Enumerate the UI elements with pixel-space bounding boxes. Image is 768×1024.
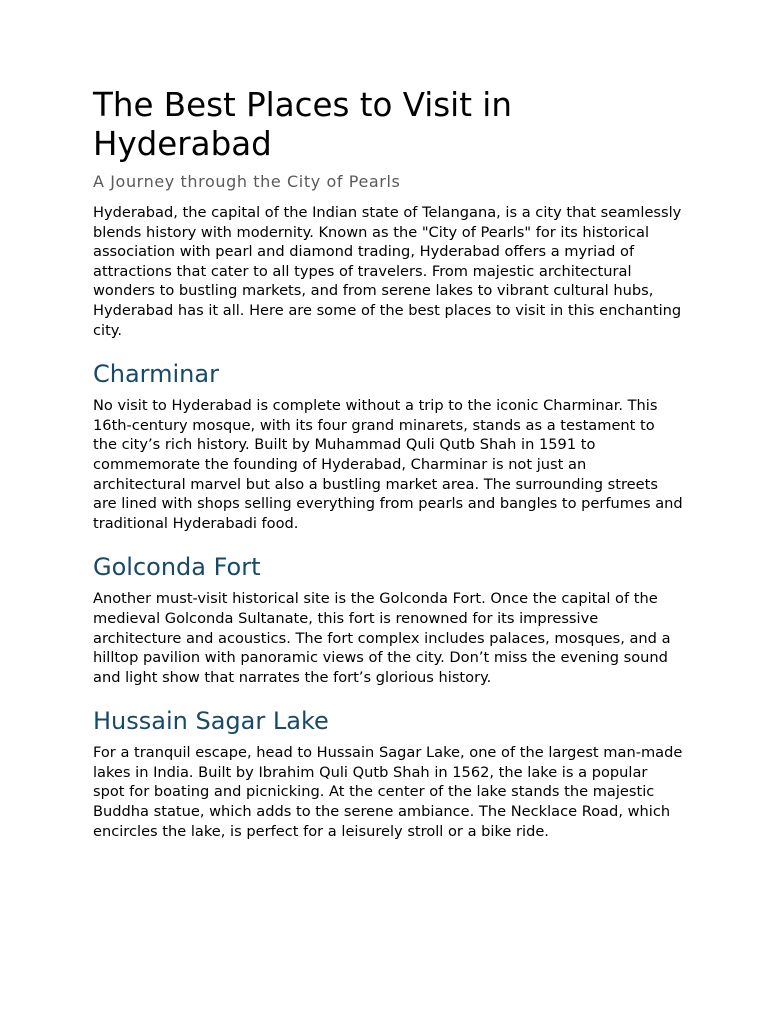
- section-body: Another must-visit historical site is the Golconda Fort. Once the capital of the medieval Golconda Sultanate, this fort is renowned for its impressive architecture and acoustics. The fort complex includes palaces, mosques, and a hilltop pavilion with panoramic views of the city. Don’t miss the evening sound and light show that narrates the fort’s glorious history.: [93, 590, 671, 686]
- section-heading: Golconda Fort: [93, 553, 261, 582]
- section-charminar: [93, 359, 683, 533]
- section-golconda-fort: [93, 552, 683, 687]
- section-heading: Charminar: [93, 360, 219, 389]
- section-body: No visit to Hyderabad is complete without a trip to the iconic Charminar. This 16th-century mosque, with its four grand minarets, stands as a testament to the city’s rich history. Built by Muhammad Quli Qutb Shah in 1591 to commemorate the founding of Hyderabad, Charminar is not just an architectural marvel but also a bustling market area. The surrounding streets are lined with shops selling everything from pearls and bangles to perfumes and traditional Hyderabadi food.: [93, 397, 683, 532]
- section-body: For a tranquil escape, head to Hussain Sagar Lake, one of the largest man-made lakes in India. Built by Ibrahim Quli Qutb Shah in 1562, the lake is a popular spot for boating and picnicking. At the center of the lake stands the majestic Buddha statue, which adds to the serene ambiance. The Necklace Road, which encircles the lake, is perfect for a leisurely stroll or a bike ride.: [93, 744, 683, 840]
- page-subtitle: A Journey through the City of Pearls: [93, 172, 401, 191]
- section-heading: Hussain Sagar Lake: [93, 707, 329, 736]
- page-title: The Best Places to Visit in Hyderabad: [93, 86, 512, 163]
- document-page: [93, 86, 683, 841]
- intro-paragraph: Hyderabad, the capital of the Indian state of Telangana, is a city that seamlessly blends history with modernity. Known as the "City of Pearls" for its historical association with pearl and diamond trading, Hyderabad offers a myriad of attractions that cater to all types of travelers. From majestic architectural wonders to bustling markets, and from serene lakes to vibrant cultural hubs, Hyderabad has it all. Here are some of the best places to visit in this enchanting city.: [93, 204, 682, 339]
- section-hussain-sagar-lake: [93, 706, 683, 841]
